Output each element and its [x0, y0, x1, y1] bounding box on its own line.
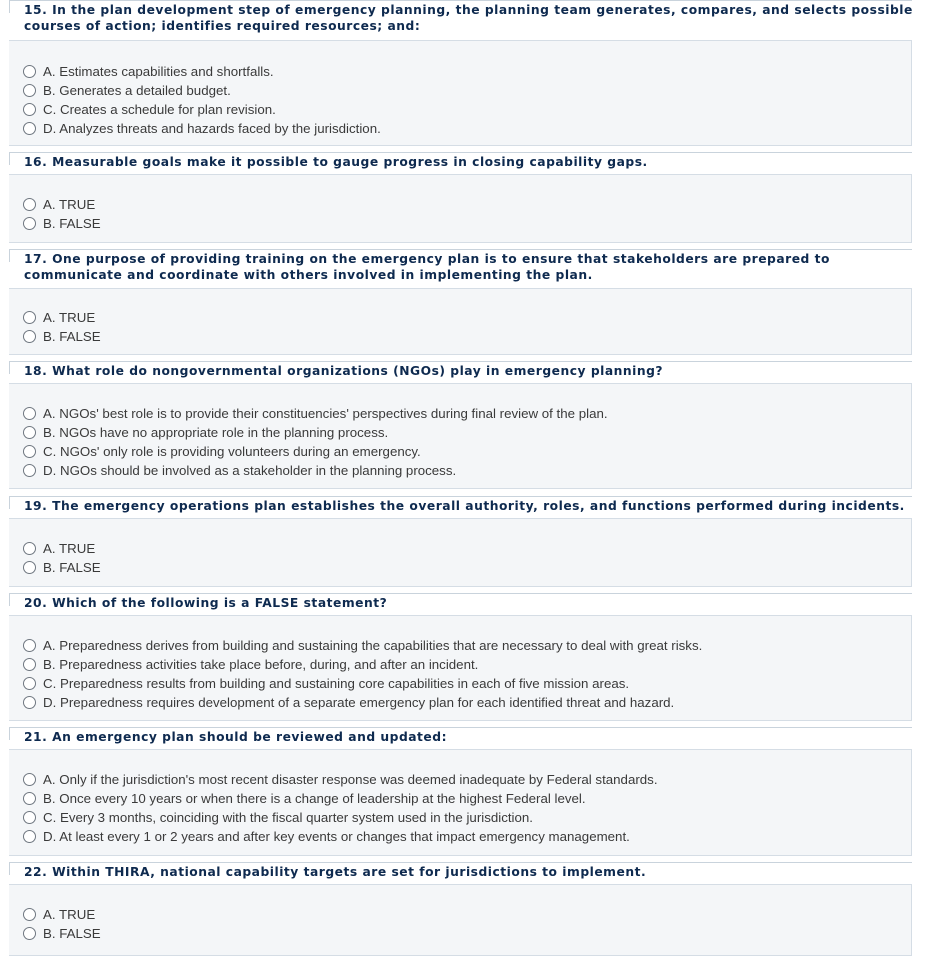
question-text: communicate and coordinate with others involved in implementing the plan. [24, 268, 593, 282]
answer-option-label: C. NGOs' only role is providing volunteers during an emergency. [43, 444, 421, 459]
radio-button[interactable] [23, 792, 36, 805]
radio-button[interactable] [23, 908, 36, 921]
answer-option-label: B. FALSE [43, 926, 101, 941]
answer-option[interactable] [23, 461, 456, 480]
answer-options-panel [9, 174, 912, 243]
question-header [9, 862, 912, 885]
answer-option[interactable] [23, 100, 276, 119]
answer-option[interactable] [23, 924, 101, 943]
question-text: 16. Measurable goals make it possible to gauge progress in closing capability gaps. [24, 155, 648, 169]
answer-options-panel [9, 40, 912, 146]
question-text: 15. In the plan development step of emergency planning, the planning team generates, compares, and selects possible [24, 3, 913, 17]
header-divider [9, 362, 10, 374]
radio-button[interactable] [23, 311, 36, 324]
radio-button[interactable] [23, 542, 36, 555]
header-divider [9, 1, 10, 13]
radio-button[interactable] [23, 445, 36, 458]
answer-option[interactable] [23, 195, 95, 214]
radio-button[interactable] [23, 830, 36, 843]
answer-option[interactable] [23, 327, 101, 346]
header-divider [9, 728, 10, 740]
radio-button[interactable] [23, 330, 36, 343]
answer-options-panel [9, 749, 912, 856]
answer-option-label: A. TRUE [43, 310, 96, 325]
answer-option[interactable] [23, 905, 95, 924]
question-header [9, 727, 912, 750]
radio-button[interactable] [23, 811, 36, 824]
answer-option[interactable] [23, 674, 629, 693]
answer-option-label: A. Preparedness derives from building and sustaining the capabilities that are necessary to deal with great risks. [43, 638, 703, 653]
answer-option[interactable] [23, 539, 95, 558]
header-divider [9, 497, 10, 509]
answer-option-label: A. Only if the jurisdiction's most recent disaster response was deemed inadequate by Federal standards. [43, 772, 658, 787]
answer-option[interactable] [23, 214, 101, 233]
header-divider [9, 250, 10, 262]
answer-option[interactable] [23, 808, 533, 827]
answer-option[interactable] [23, 404, 608, 423]
answer-options-panel [9, 518, 912, 587]
answer-option[interactable] [23, 308, 95, 327]
answer-option-label: B. Once every 10 years or when there is a change of leadership at the highest Federal level. [43, 791, 586, 806]
answer-option[interactable] [23, 442, 421, 461]
answer-option[interactable] [23, 693, 674, 712]
answer-option-label: D. Preparedness requires development of a separate emergency plan for each identified threat and hazard. [43, 695, 675, 710]
answer-options-panel [9, 288, 912, 355]
answer-option[interactable] [23, 119, 381, 138]
radio-button[interactable] [23, 426, 36, 439]
radio-button[interactable] [23, 561, 36, 574]
header-divider [9, 153, 10, 165]
radio-button[interactable] [23, 464, 36, 477]
answer-option-label: D. At least every 1 or 2 years and after key events or changes that impact emergency management. [43, 829, 630, 844]
radio-button[interactable] [23, 122, 36, 135]
answer-option[interactable] [23, 770, 658, 789]
question-text: 18. What role do nongovernmental organizations (NGOs) play in emergency planning? [24, 364, 664, 378]
answer-options-panel [9, 615, 912, 721]
answer-option-label: B. FALSE [43, 216, 101, 231]
answer-option-label: B. FALSE [43, 560, 101, 575]
question-header [9, 249, 912, 289]
question-text: 20. Which of the following is a FALSE statement? [24, 596, 388, 610]
answer-option-label: C. Preparedness results from building and sustaining core capabilities in each of five mission areas. [43, 676, 630, 691]
question-header [9, 361, 912, 384]
answer-option-label: B. FALSE [43, 329, 101, 344]
radio-button[interactable] [23, 198, 36, 211]
question-text: 19. The emergency operations plan establishes the overall authority, roles, and functions performed during incidents. [24, 499, 905, 513]
radio-button[interactable] [23, 639, 36, 652]
answer-option[interactable] [23, 636, 702, 655]
radio-button[interactable] [23, 658, 36, 671]
answer-option-label: A. NGOs' best role is to provide their constituencies' perspectives during final review of the plan. [43, 406, 608, 421]
radio-button[interactable] [23, 217, 36, 230]
answer-option-label: B. NGOs have no appropriate role in the planning process. [43, 425, 389, 440]
radio-button[interactable] [23, 407, 36, 420]
answer-option[interactable] [23, 423, 388, 442]
header-divider [9, 594, 10, 606]
question-header [9, 496, 912, 519]
question-text: courses of action; identifies required resources; and: [24, 19, 421, 33]
answer-option-label: A. Estimates capabilities and shortfalls. [43, 64, 274, 79]
radio-button[interactable] [23, 65, 36, 78]
answer-option-label: D. NGOs should be involved as a stakeholder in the planning process. [43, 463, 457, 478]
answer-option[interactable] [23, 558, 101, 577]
question-header [9, 593, 912, 616]
answer-options-panel [9, 884, 912, 956]
answer-option[interactable] [23, 62, 274, 81]
answer-option-label: A. TRUE [43, 907, 96, 922]
radio-button[interactable] [23, 84, 36, 97]
radio-button[interactable] [23, 927, 36, 940]
answer-option-label: C. Every 3 months, coinciding with the fiscal quarter system used in the jurisdiction. [43, 810, 533, 825]
question-text: 21. An emergency plan should be reviewed and updated: [24, 730, 447, 744]
radio-button[interactable] [23, 103, 36, 116]
answer-option[interactable] [23, 81, 231, 100]
question-header [9, 0, 912, 41]
question-header [9, 152, 912, 175]
radio-button[interactable] [23, 696, 36, 709]
answer-option-label: B. Generates a detailed budget. [43, 83, 231, 98]
answer-option-label: A. TRUE [43, 197, 96, 212]
answer-option-label: C. Creates a schedule for plan revision. [43, 102, 276, 117]
radio-button[interactable] [23, 773, 36, 786]
answer-option-label: B. Preparedness activities take place before, during, and after an incident. [43, 657, 479, 672]
header-divider [9, 863, 10, 875]
question-text: 22. Within THIRA, national capability targets are set for jurisdictions to implement. [24, 865, 647, 879]
answer-option[interactable] [23, 655, 478, 674]
question-text: 17. One purpose of providing training on the emergency plan is to ensure that stakeholders are prepared to [24, 252, 830, 266]
answer-option-label: A. TRUE [43, 541, 96, 556]
radio-button[interactable] [23, 677, 36, 690]
answer-option[interactable] [23, 789, 586, 808]
answer-option-label: D. Analyzes threats and hazards faced by the jurisdiction. [43, 121, 381, 136]
answer-option[interactable] [23, 827, 630, 846]
answer-options-panel [9, 383, 912, 489]
